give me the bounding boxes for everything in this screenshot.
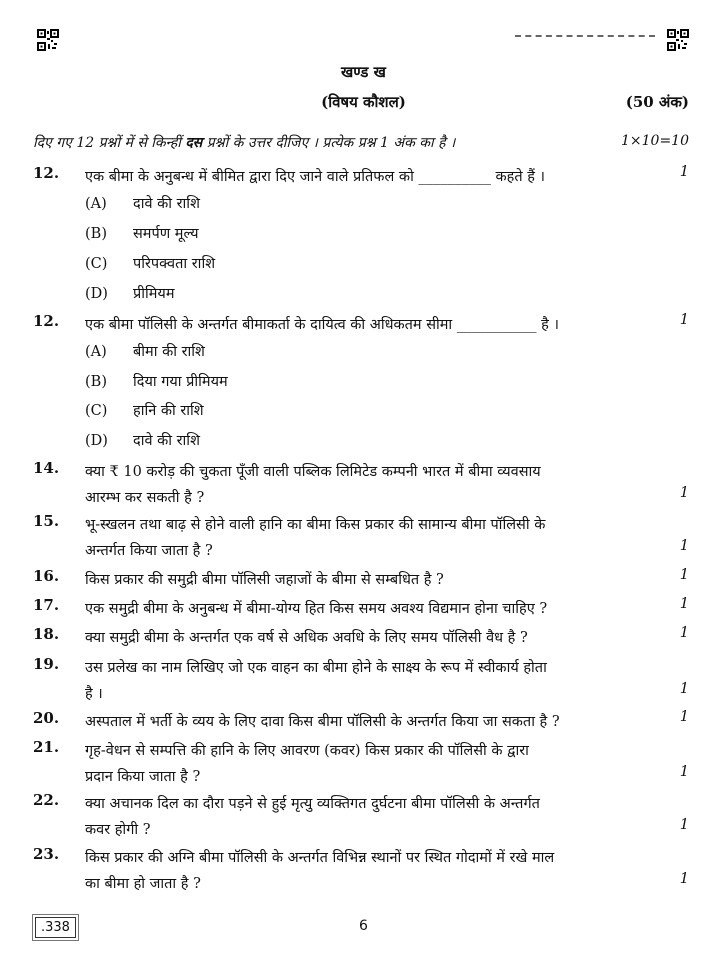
- option-label: (B): [85, 226, 107, 242]
- question-number: 20.: [33, 709, 60, 727]
- qr-code-icon: [667, 29, 689, 51]
- question-marks: 1: [679, 817, 689, 833]
- question-number: 22.: [33, 791, 60, 809]
- option: [85, 193, 200, 213]
- option-text: बीमा की राशि: [133, 344, 205, 360]
- question-line: उस प्रलेख का नाम लिखिए जो एक वाहन का बीमा होने के साक्ष्य के रूप में स्वीकार्य होता: [85, 660, 547, 676]
- section-total-marks: (50 अंक): [625, 93, 689, 111]
- question-number: 12.: [33, 164, 60, 182]
- question-line: क्या अचानक दिल का दौरा पड़ने से हुई मृत्यु व्यक्तिगत दुर्घटना बीमा पॉलिसी के अन्तर्गत: [85, 796, 540, 812]
- question-number: 19.: [33, 655, 60, 673]
- question-marks: 1: [679, 567, 689, 583]
- option: [85, 430, 200, 450]
- question-number: 17.: [33, 596, 60, 614]
- option: [85, 400, 204, 420]
- option-label: (D): [85, 433, 108, 449]
- question-line: क्या समुद्री बीमा के अन्तर्गत एक वर्ष से अधिक अवधि के लिए समय पॉलिसी वैध है ?: [85, 630, 528, 646]
- question-marks: 1: [679, 596, 689, 612]
- question-marks: 1: [679, 871, 689, 887]
- question-line: भू-स्खलन तथा बाढ़ से होने वाली हानि का बीमा किस प्रकार की सामान्य बीमा पॉलिसी के: [85, 517, 546, 533]
- question-line: किस प्रकार की अग्नि बीमा पॉलिसी के अन्तर्गत विभिन्न स्थानों पर स्थित गोदामों में रखे माल: [85, 850, 555, 866]
- question-line: का बीमा हो जाता है ?: [85, 876, 201, 892]
- question-marks: 1: [679, 312, 689, 328]
- question-line: है ।: [85, 686, 103, 702]
- qr-code-icon: [37, 29, 59, 51]
- question-text: [85, 655, 657, 707]
- option: [85, 283, 175, 303]
- option-label: (C): [85, 403, 108, 419]
- option: [85, 253, 215, 273]
- question-line: कवर होगी ?: [85, 822, 151, 838]
- section-subtitle: (विषय कौशल): [321, 93, 406, 111]
- question-text: [85, 738, 657, 790]
- instruction-marks: 1×10=10: [621, 133, 689, 149]
- option: [85, 341, 205, 361]
- option-label: (A): [85, 344, 107, 360]
- question-text: [85, 791, 657, 843]
- question-number: 23.: [33, 845, 60, 863]
- question-text: [85, 567, 657, 593]
- option: [85, 223, 199, 243]
- option-text: हानि की राशि: [133, 403, 204, 419]
- option-label: (B): [85, 374, 107, 390]
- option-label: (D): [85, 286, 108, 302]
- question-number: 15.: [33, 512, 60, 530]
- instruction-text: दिए गए 12 प्रश्नों में से किन्हीं: [33, 135, 186, 151]
- question-line: एक बीमा पॉलिसी के अन्तर्गत बीमाकर्ता के दायित्व की अधिकतम सीमा ___________ है ।: [85, 317, 559, 333]
- question-line: गृह-वेधन से सम्पत्ति की हानि के लिए आवरण (कवर) किस प्रकार की पॉलिसी के द्वारा: [85, 743, 529, 759]
- page-number: 6: [359, 918, 368, 934]
- question-line: प्रदान किया जाता है ?: [85, 769, 201, 785]
- question-number: 18.: [33, 625, 60, 643]
- instructions: [33, 133, 455, 152]
- question-line: किस प्रकार की समुद्री बीमा पॉलिसी जहाजों के बीमा से सम्बधित है ?: [85, 572, 444, 588]
- question-marks: 1: [679, 764, 689, 780]
- question-marks: 1: [679, 625, 689, 641]
- question-text: [85, 709, 657, 735]
- option: [85, 371, 228, 391]
- question-marks: 1: [679, 485, 689, 501]
- question-line: आरम्भ कर सकती है ?: [85, 490, 205, 506]
- question-marks: 1: [679, 164, 689, 180]
- instruction-emphasis: दस: [185, 135, 203, 151]
- header-dashed-rule: [515, 35, 655, 37]
- question-marks: 1: [679, 538, 689, 554]
- option-label: (C): [85, 256, 108, 272]
- option-label: (A): [85, 196, 107, 212]
- question-text: [85, 596, 657, 622]
- question-number: 12.: [33, 312, 60, 330]
- option-text: दावे की राशि: [133, 433, 200, 449]
- question-line: एक समुद्री बीमा के अनुबन्ध में बीमा-योग्य हित किस समय अवश्य विद्यमान होना चाहिए ?: [85, 601, 548, 617]
- section-title: खण्ड ख: [341, 63, 386, 81]
- question-line: क्या ₹ 10 करोड़ की चुकता पूँजी वाली पब्लिक लिमिटेड कम्पनी भारत में बीमा व्यवसाय: [85, 464, 541, 480]
- question-text: [85, 625, 657, 651]
- option-text: परिपक्वता राशि: [133, 256, 216, 272]
- paper-code: .338: [35, 917, 76, 938]
- question-text: [85, 164, 657, 190]
- option-text: दिया गया प्रीमियम: [133, 374, 228, 390]
- option-text: दावे की राशि: [133, 196, 200, 212]
- option-text: प्रीमियम: [133, 286, 175, 302]
- question-text: [85, 845, 657, 897]
- question-marks: 1: [679, 681, 689, 697]
- question-number: 16.: [33, 567, 60, 585]
- question-text: [85, 459, 657, 511]
- question-line: अस्पताल में भर्ती के व्यय के लिए दावा किस बीमा पॉलिसी के अन्तर्गत किया जा सकता है ?: [85, 714, 560, 730]
- question-text: [85, 512, 657, 564]
- question-line: एक बीमा के अनुबन्ध में बीमित द्वारा दिए जाने वाले प्रतिफल को __________ कहते हैं ।: [85, 169, 546, 185]
- option-text: समर्पण मूल्य: [133, 226, 199, 242]
- question-number: 21.: [33, 738, 60, 756]
- question-line: अन्तर्गत किया जाता है ?: [85, 543, 213, 559]
- instruction-text: प्रश्नों के उत्तर दीजिए । प्रत्येक प्रश्न 1 अंक का है ।: [202, 135, 456, 151]
- question-marks: 1: [679, 709, 689, 725]
- question-number: 14.: [33, 459, 60, 477]
- question-text: [85, 312, 657, 338]
